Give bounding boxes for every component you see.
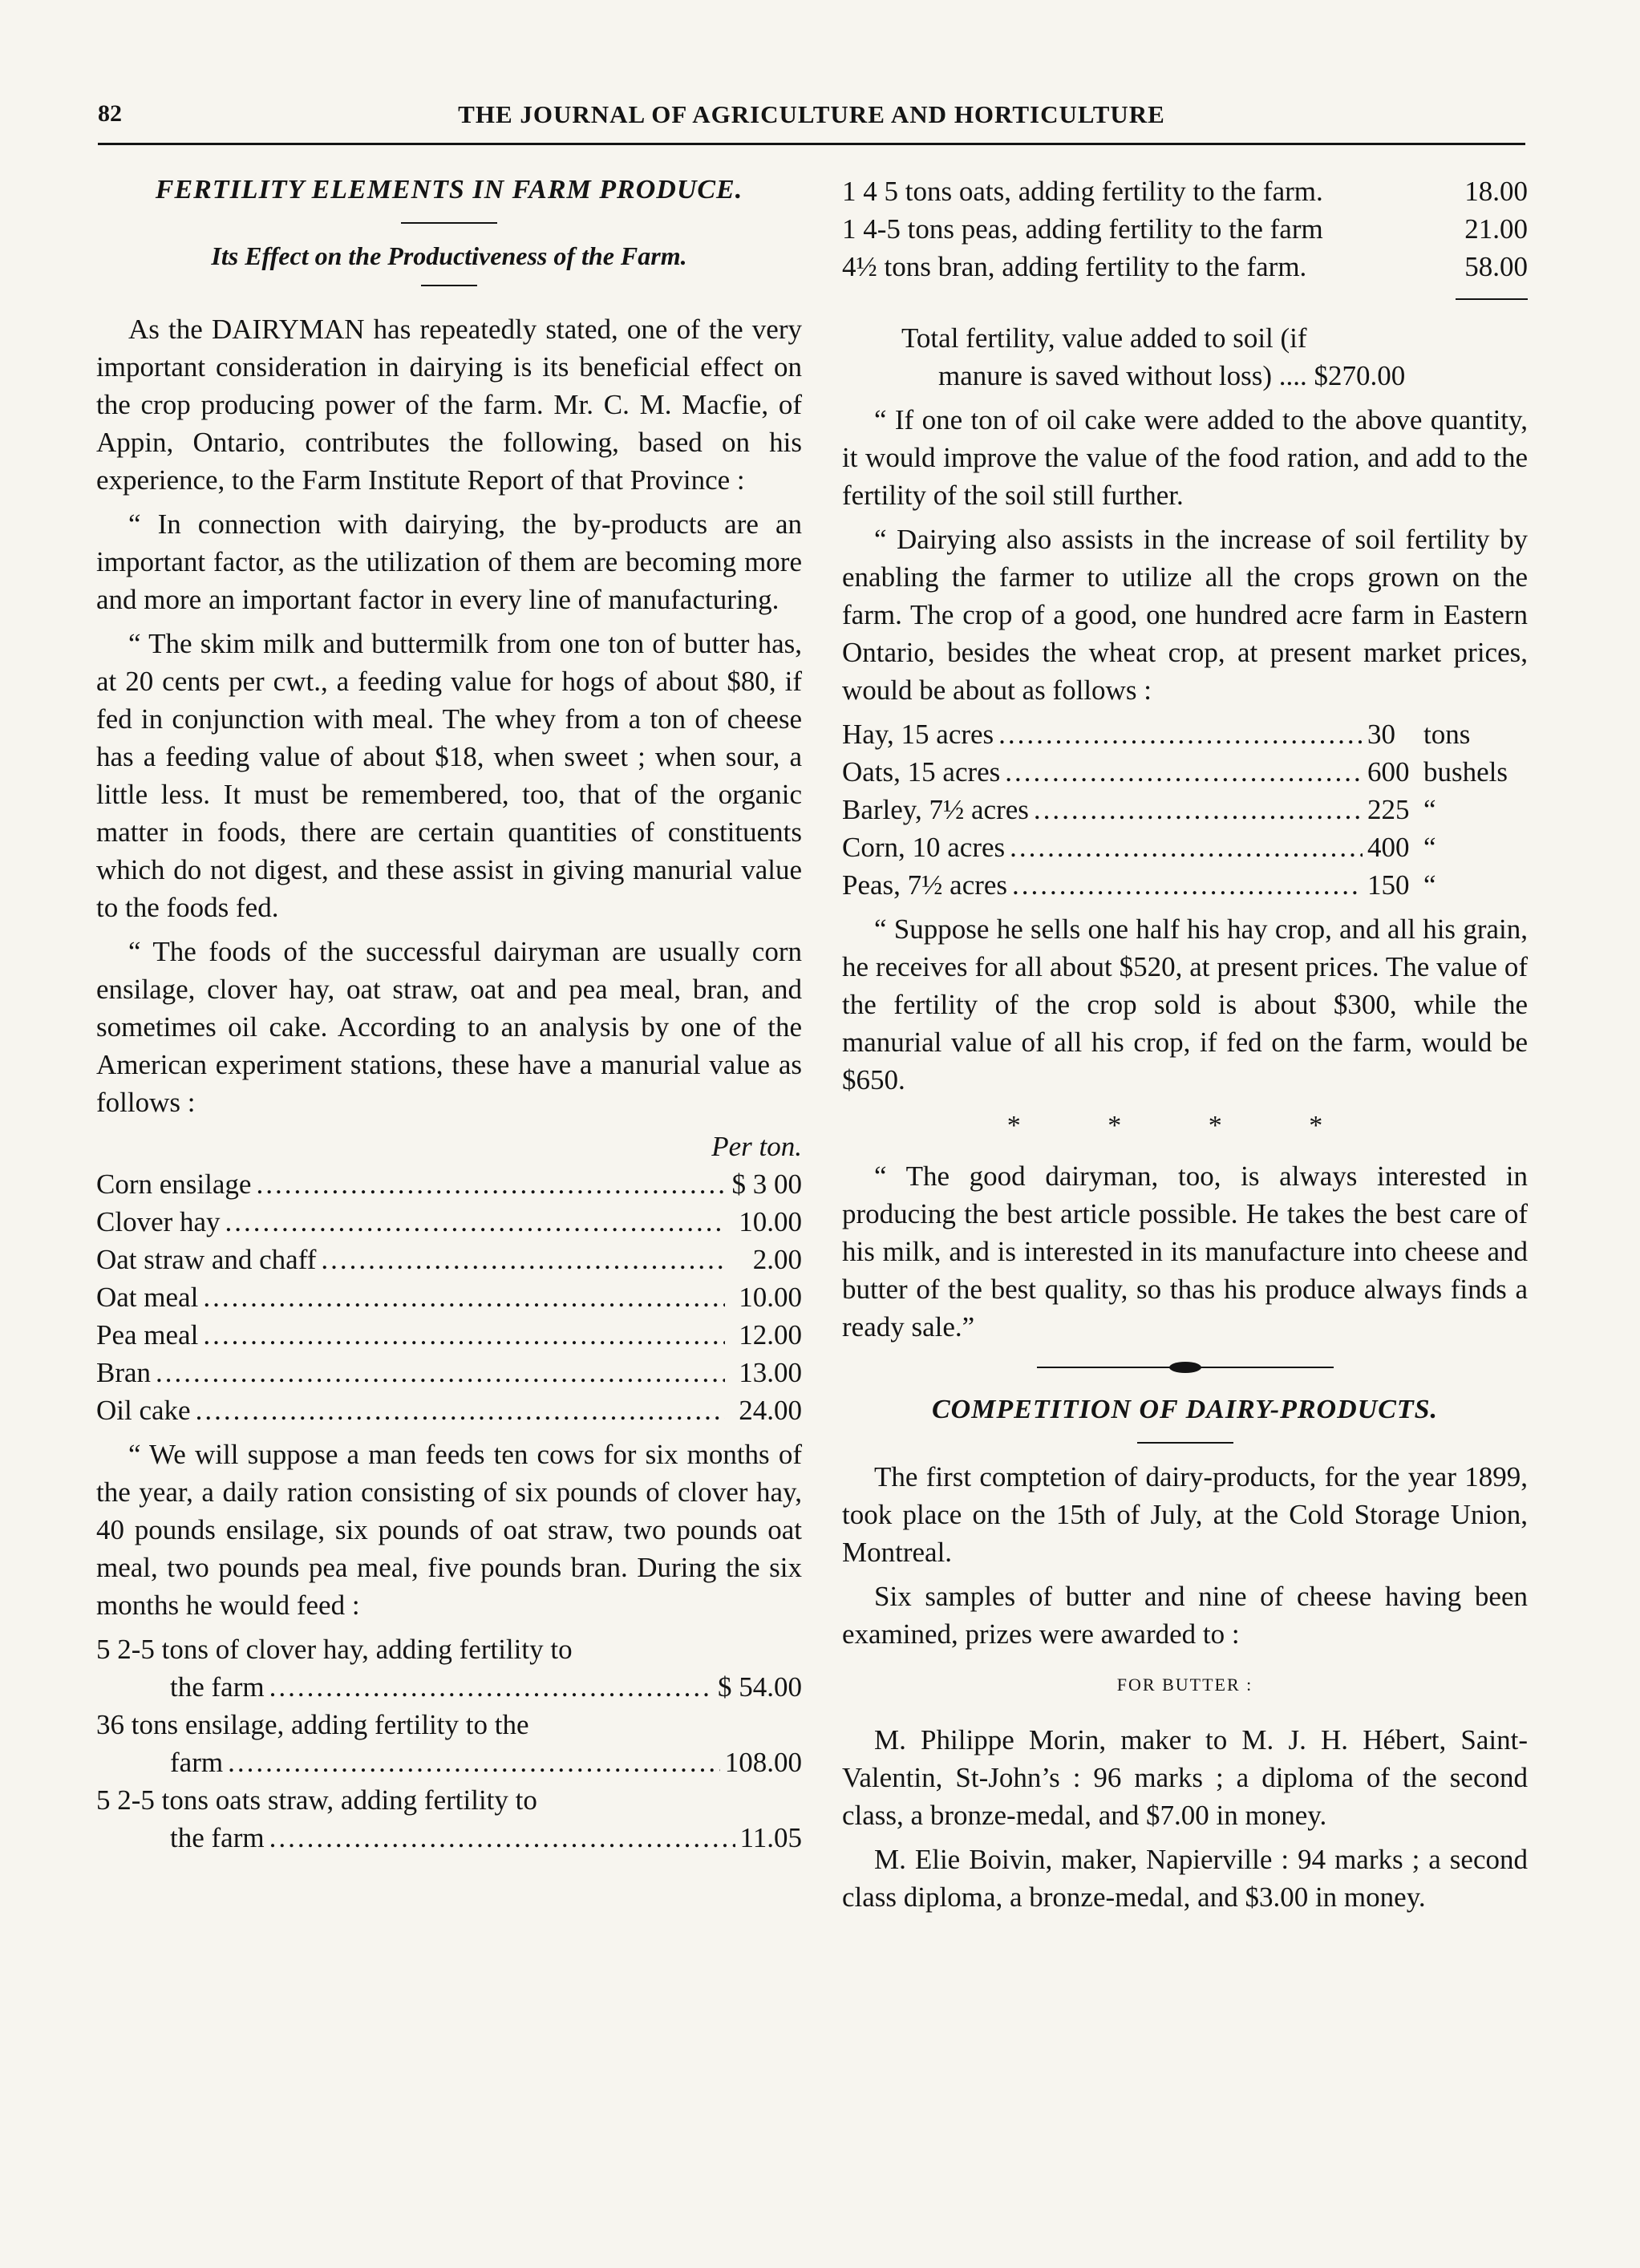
article-title: FERTILITY ELEMENTS IN FARM PRODUCE. (155, 175, 743, 205)
divider-ornament (1169, 1362, 1201, 1373)
leader-dots (203, 1278, 725, 1316)
feed-item-line: 5 2-5 tons oats straw, adding fertility to (96, 1784, 537, 1816)
crop-unit: tons (1423, 719, 1471, 750)
list-item (842, 172, 1528, 210)
feed-item-value: 108.00 (724, 1747, 802, 1778)
food-value: 10.00 (739, 1282, 802, 1313)
leader-dots (1012, 866, 1363, 904)
page-number: 82 (98, 100, 122, 127)
leader-dots (196, 1391, 725, 1429)
leader-dots (225, 1203, 725, 1241)
title-rule (401, 222, 497, 224)
food-value: 24.00 (739, 1395, 802, 1426)
leader-dots (203, 1316, 725, 1354)
food-value: 2.00 (752, 1244, 802, 1275)
table-row (96, 1354, 802, 1391)
crop-quantity: 400 (1367, 832, 1410, 863)
crop-name: Oats, 15 acres (842, 756, 1001, 788)
leader-dots (998, 715, 1363, 753)
food-name: Pea meal (96, 1319, 199, 1351)
paragraph: As the DAIRYMAN has repeatedly stated, one of the very important consideration in dairying is its beneficial effect on the crop producing power of the farm. Mr. C. M. Macfie, of Appin, Ontario, contributes the following, based on his experience, to the Farm Institute Report of that Province : (96, 314, 802, 496)
paragraph: “ The good dairyman, too, is always interested in producing the best article possible. He takes the best care of his milk, and is interested in its manufacture into cheese and butter of the best quality, so thas his produce always finds a ready sale.” (842, 1160, 1528, 1343)
per-ton-label: Per ton. (711, 1131, 802, 1162)
title-rule (1137, 1442, 1233, 1444)
table-row (842, 715, 1528, 753)
feed-item-label: 4½ tons bran, adding fertility to the farm. (842, 251, 1307, 282)
leader-dots (228, 1744, 720, 1781)
feed-item-total (96, 1744, 802, 1781)
crop-name: Hay, 15 acres (842, 719, 994, 750)
feed-item-value: 11.05 (739, 1822, 802, 1853)
paragraph: “ We will suppose a man feeds ten cows for six months of the year, a daily ration consisting of six pounds of clover hay, 40 pounds ensilage, six pounds of oat straw, two pounds oat meal, two pounds pea meal, five pounds bran. During the six months he would feed : (96, 1439, 802, 1621)
feed-list-continued (842, 172, 1528, 286)
feed-item-value: 18.00 (1464, 176, 1528, 207)
crop-unit: “ (1423, 869, 1436, 901)
crop-quantity: 600 (1367, 756, 1410, 788)
feed-item-total (96, 1668, 802, 1706)
paragraph: The first comptetion of dairy-products, for the year 1899, took place on the 15th of July, at the Cold Storage Union, Montreal. (842, 1461, 1528, 1568)
paragraph: “ The foods of the successful dairyman are usually corn ensilage, clover hay, oat straw, oat and pea meal, bran, and sometimes oil cake. According to an analysis by one of the American experiment stations, these have a manurial value as follows : (96, 936, 802, 1118)
paragraph: “ The skim milk and buttermilk from one ton of butter has, at 20 cents per cwt., a feeding value for hogs of about $80, if fed in conjunction with meal. The whey from a ton of cheese has a feeding value of about $18, when sweet ; when sour, a little less. It must be remembered, too, that of the organic matter in foods, there are certain quantities of constituents which do not digest, and these assist in giving manurial value to the foods fed. (96, 628, 802, 923)
feed-item-total (96, 1819, 802, 1857)
feed-item-label: 1 4-5 tons peas, adding fertility to the farm (842, 213, 1323, 245)
food-name: Oat straw and chaff (96, 1244, 317, 1275)
feed-item-label: 1 4 5 tons oats, adding fertility to the farm. (842, 176, 1323, 207)
feed-item-value: 58.00 (1464, 251, 1528, 282)
feed-list (96, 1630, 802, 1857)
leader-dots (269, 1819, 735, 1857)
paragraph: Six samples of butter and nine of cheese having been examined, prizes were awarded to : (842, 1581, 1528, 1650)
food-name: Oat meal (96, 1282, 199, 1313)
feed-item-line: 36 tons ensilage, adding fertility to the (96, 1709, 529, 1740)
journal-title: THE JOURNAL OF AGRICULTURE AND HORTICULTURE (458, 100, 1165, 128)
article-title: COMPETITION OF DAIRY-PRODUCTS. (931, 1395, 1439, 1424)
paragraph: “ Suppose he sells one half his hay crop, and all his grain, he receives for all about $520, at present prices. The value of the fertility of the crop sold is about $300, while the manurial value of all his crop, if fed on the farm, would be $650. (842, 913, 1528, 1096)
table-row (842, 791, 1528, 828)
table-row (96, 1203, 802, 1241)
feed-item-value: 21.00 (1464, 213, 1528, 245)
crop-name: Peas, 7½ acres (842, 869, 1008, 901)
table-row (96, 1241, 802, 1278)
paragraph: “ Dairying also assists in the increase of soil fertility by enabling the farmer to utilize all the crops grown on the farm. The crop of a good, one hundred acre farm in Eastern Ontario, besides the wheat crop, at present market prices, would be about as follows : (842, 524, 1528, 706)
list-item (96, 1630, 802, 1706)
food-name: Bran (96, 1357, 152, 1388)
paragraph: “ If one ton of oil cake were added to the above quantity, it would improve the value of the food ration, and add to the fertility of the soil still further. (842, 404, 1528, 511)
crop-name: Barley, 7½ acres (842, 794, 1029, 825)
leader-dots (1010, 828, 1363, 866)
feed-item-label: the farm (170, 1671, 265, 1703)
leader-dots (256, 1165, 725, 1203)
paragraph: M. Philippe Morin, maker to M. J. H. Hébert, Saint-Valentin, St-John’s : 96 marks ; a diploma of the second class, a bronze-medal, and $7.00 in money. (842, 1724, 1528, 1831)
table-row (842, 828, 1528, 866)
food-value: $ 3 00 (731, 1168, 802, 1200)
crop-quantity: 150 (1367, 869, 1410, 901)
table-row (96, 1278, 802, 1316)
leader-dots (321, 1241, 725, 1278)
food-value: 10.00 (739, 1206, 802, 1237)
leader-dots (156, 1354, 725, 1391)
section-break-stars: * * * * (1006, 1111, 1363, 1140)
header-rule (98, 143, 1525, 145)
table-row (842, 753, 1528, 791)
left-column (96, 172, 802, 1857)
food-value: 13.00 (739, 1357, 802, 1388)
paragraph: M. Elie Boivin, maker, Napierville : 94 marks ; a second class diploma, a bronze-medal, and $3.00 in money. (842, 1844, 1528, 1913)
feed-item-value: $ 54.00 (718, 1671, 802, 1703)
crop-unit: “ (1423, 794, 1436, 825)
table-row (842, 866, 1528, 904)
running-header (98, 100, 1525, 132)
leader-dots (1034, 791, 1363, 828)
crop-quantity: 225 (1367, 794, 1410, 825)
list-item (842, 210, 1528, 248)
crop-table (842, 715, 1528, 904)
subtitle-rule (421, 285, 477, 286)
list-item (842, 248, 1528, 286)
right-column (842, 172, 1528, 1922)
food-value: 12.00 (739, 1319, 802, 1351)
sum-rule (1456, 298, 1528, 300)
list-item (96, 1781, 802, 1857)
food-name: Corn ensilage (96, 1168, 252, 1200)
crop-name: Corn, 10 acres (842, 832, 1006, 863)
total-line: manure is saved without loss) .... $270.00 (938, 360, 1406, 391)
feed-item-line: 5 2-5 tons of clover hay, adding fertility to (96, 1634, 573, 1665)
crop-unit: bushels (1423, 756, 1508, 788)
total-line: Total fertility, value added to soil (if (901, 322, 1307, 354)
paragraph: “ In connection with dairying, the by-products are an important factor, as the utilization of them are becoming more and more an important factor in every line of manufacturing. (96, 508, 802, 615)
article-subtitle: Its Effect on the Productiveness of the Farm. (211, 241, 687, 270)
article-divider (1037, 1362, 1334, 1373)
total-fertility (842, 319, 1528, 395)
manurial-value-table (96, 1165, 802, 1429)
food-name: Oil cake (96, 1395, 191, 1426)
section-label: FOR BUTTER : (1116, 1675, 1253, 1695)
list-item (96, 1706, 802, 1781)
food-name: Clover hay (96, 1206, 221, 1237)
crop-unit: “ (1423, 832, 1436, 863)
leader-dots (1005, 753, 1363, 791)
feed-item-label: farm (170, 1747, 224, 1778)
crop-quantity: 30 (1367, 719, 1395, 750)
feed-item-label: the farm (170, 1822, 265, 1853)
table-row (96, 1165, 802, 1203)
leader-dots (269, 1668, 713, 1706)
table-row (96, 1316, 802, 1354)
table-row (96, 1391, 802, 1429)
